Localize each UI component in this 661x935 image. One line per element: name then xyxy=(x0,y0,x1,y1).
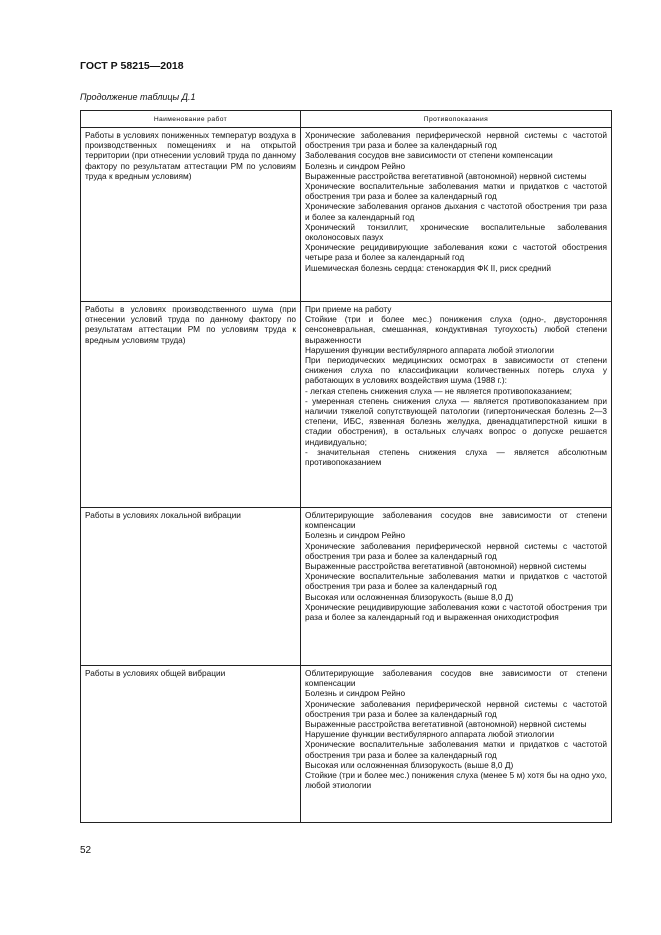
table-row xyxy=(81,508,612,666)
contraindication-item: Стойкие (три и более мес.) понижения слуха (одно-, двусторонняя сенсоневральная, смешанная, кондуктивная тугоухость) любой степени выраженности xyxy=(305,314,607,345)
contraindication-item: Хронические рецидивирующие заболевания кожи с частотой обострения три раза и более за календарный год и выраженная ониходистрофия xyxy=(305,601,607,623)
work-cell: Работы в условиях локальной вибрации xyxy=(81,508,301,666)
contraindications-table xyxy=(80,110,612,823)
contraindication-item: При периодических медицинских осмотрах в зависимости от степени снижения слуха по классификации количественных потерь слуха у работающих в условиях воздействия шума (1988 г.): xyxy=(305,355,607,386)
contraindication-item: Болезнь и синдром Рейно xyxy=(305,688,406,699)
contraindications-cell xyxy=(301,302,612,508)
contraindications-cell xyxy=(301,128,612,302)
contraindication-item: Болезнь и синдром Рейно xyxy=(305,160,406,171)
table-row xyxy=(81,666,612,823)
contraindication-item: Болезнь и синдром Рейно xyxy=(305,530,406,541)
work-cell: Работы в условиях производственного шума (при отнесении условий труда по данному фактору по результатам аттестации РМ по условиям труда к вредным условиям труда) xyxy=(81,302,301,508)
contraindication-item: - значительная степень снижения слуха — является абсолютным противопоказанием xyxy=(305,446,607,468)
contraindication-item: Выраженные расстройства вегетативной (автономной) нервной системы xyxy=(305,719,587,730)
contraindication-item: Хронические заболевания органов дыхания с частотой обострения три раза и более за календарный год xyxy=(305,201,607,222)
contraindication-item: При приеме на работу xyxy=(305,304,392,314)
table-row xyxy=(81,128,612,302)
contraindication-item: Нарушения функции вестибулярного аппарата любой этиологии xyxy=(305,344,554,355)
contraindication-item: - легкая степень снижения слуха — не является противопоказанием; xyxy=(305,385,572,396)
contraindications-cell xyxy=(301,666,612,823)
contraindication-item: Выраженные расстройства вегетативной (автономной) нервной системы xyxy=(305,170,587,181)
work-cell: Работы в условиях общей вибрации xyxy=(81,666,301,823)
contraindication-item: Хронические воспалительные заболевания матки и придатков с частотой обострения три раза и более за календарный год xyxy=(305,181,607,202)
table-header-row xyxy=(81,111,612,128)
contraindication-item: Нарушение функции вестибулярного аппарата любой этиологии xyxy=(305,729,555,740)
column-header-contraindications: Противопоказания xyxy=(301,111,612,128)
contraindication-item: Хронические заболевания периферической нервной системы с частотой обострения три раза и более за календарный год xyxy=(305,540,607,561)
table-row xyxy=(81,302,612,508)
contraindication-item: Выраженные расстройства вегетативной (автономной) нервной системы xyxy=(305,561,587,572)
contraindication-item: Высокая или осложненная близорукость (выше 8,0 Д) xyxy=(305,591,514,602)
contraindication-item: Хронические заболевания периферической нервной системы с частотой обострения три раза и более за календарный год xyxy=(305,698,607,719)
contraindication-item: Высокая или осложненная близорукость (выше 8,0 Д) xyxy=(305,759,514,770)
work-cell: Работы в условиях пониженных температур воздуха в производственных помещениях и на открытой территории (при отнесении условий труда по данному фактору по результатам аттестации РМ по условиям труда к вредным условиям) xyxy=(81,128,301,302)
page-number: 52 xyxy=(80,845,92,856)
contraindication-item: Хронические рецидивирующие заболевания кожи с частотой обострения четыре раза и более за календарный год xyxy=(305,242,607,263)
contraindication-item: Стойкие (три и более мес.) понижения слуха (менее 5 м) хотя бы на одно ухо, любой этиологии xyxy=(305,770,607,791)
contraindication-item: Облитерирующие заболевания сосудов вне зависимости от степени компенсации xyxy=(305,668,607,689)
contraindication-item: Хронический тонзиллит, хронические воспалительные заболевания околоносовых пазух xyxy=(305,221,607,243)
contraindication-item: Хронические воспалительные заболевания матки и придатков с частотой обострения три раза и более за календарный год xyxy=(305,739,607,760)
column-header-works: Наименование работ xyxy=(81,111,301,128)
table-caption: Продолжение таблицы Д.1 xyxy=(80,92,196,102)
contraindication-item: Ишемическая болезнь сердца: стенокардия ФК II, риск средний xyxy=(305,262,552,273)
contraindication-item: Хронические заболевания периферической нервной системы с частотой обострения три раза и более за календарный год xyxy=(305,130,607,151)
contraindication-item: Облитерирующие заболевания сосудов вне зависимости от степени компенсации xyxy=(305,510,607,531)
contraindication-item: - умеренная степень снижения слуха — является противопоказанием при наличии тяжелой сопутствующей патологии (гипертоническая болезнь 2—3 степени, ИБС, язвенная болезнь желудка, двенадцатиперстной кишки в стадии обострения), в остальных случаях вопрос о допуске решается индивидуально; xyxy=(305,395,607,447)
contraindications-cell xyxy=(301,508,612,666)
document-code: ГОСТ Р 58215—2018 xyxy=(80,60,184,72)
contraindication-item: Хронические воспалительные заболевания матки и придатков с частотой обострения три раза и более за календарный год xyxy=(305,571,607,592)
contraindication-item: Заболевания сосудов вне зависимости от степени компенсации xyxy=(305,150,553,161)
